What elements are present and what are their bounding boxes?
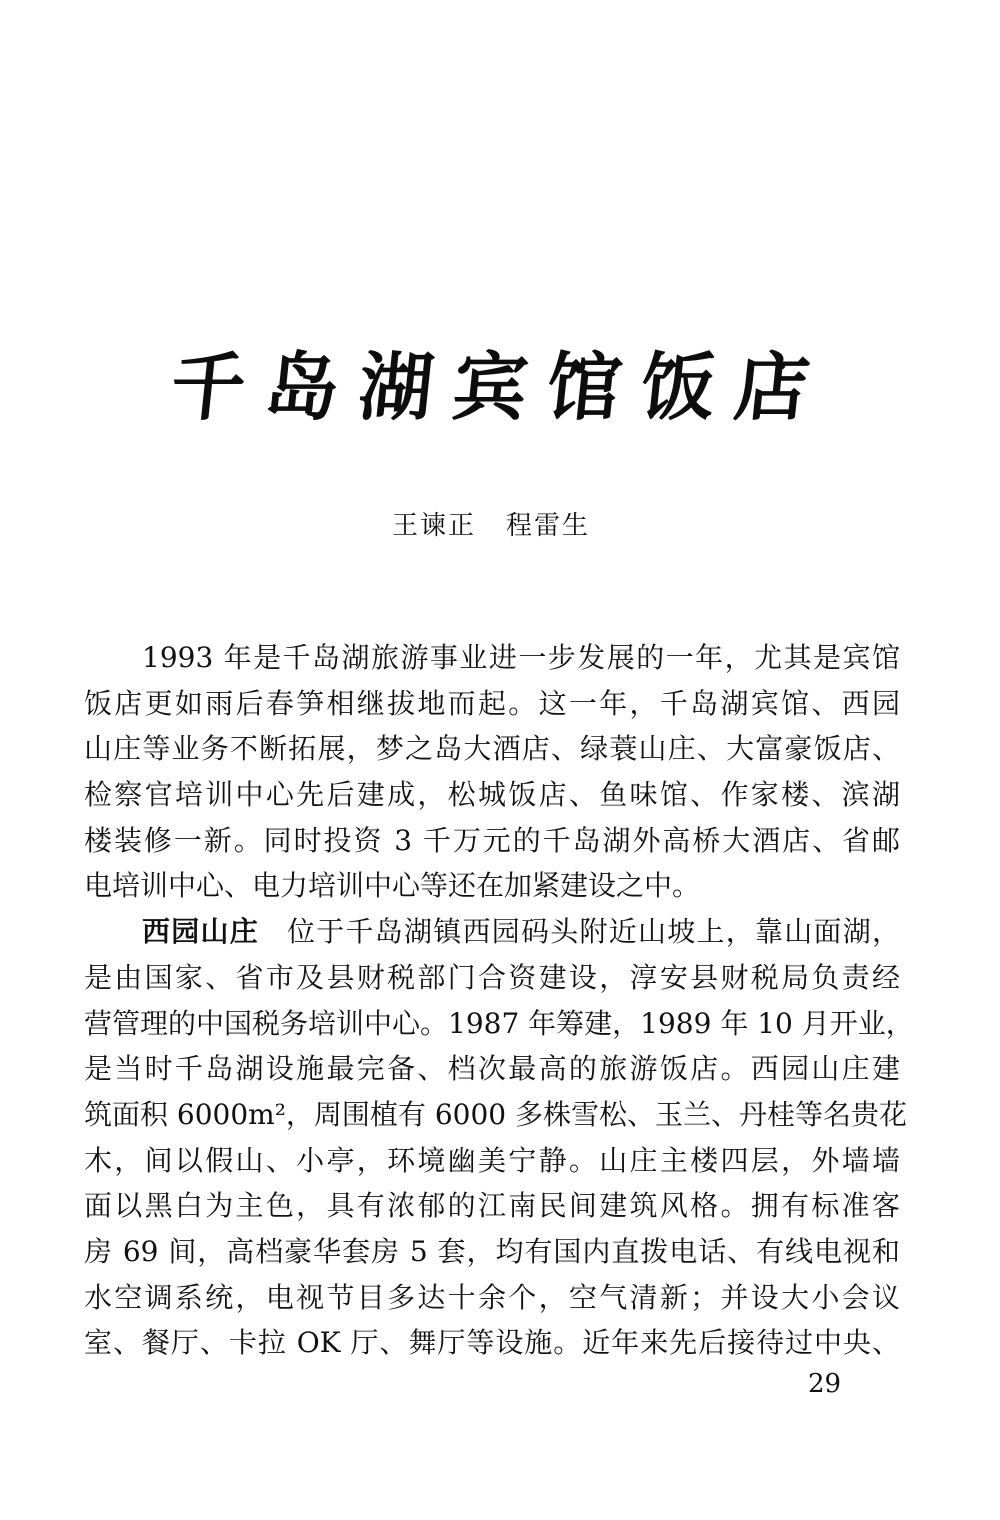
paragraph-line-text: 位于千岛湖镇西园码头附近山坡上，靠山面湖， xyxy=(287,915,900,949)
paragraph-line: 电培训中心、电力培训中心等还在加紧建设之中。 xyxy=(84,869,701,903)
paragraph-line: 木，间以假山、小亭，环境幽美宁静。山庄主楼四层，外墙墙 xyxy=(84,1143,900,1177)
article-body xyxy=(84,635,914,1366)
paragraph-line: 房 69 间，高档豪华套房 5 套，均有国内直拨电话、有线电视和 xyxy=(84,1234,900,1268)
paragraph-line: 楼装修一新。同时投资 3 千万元的千岛湖外高桥大酒店、省邮 xyxy=(84,823,900,857)
paragraph-line: 是由国家、省市及县财税部门合资建设，淳安县财税局负责经 xyxy=(84,960,900,994)
paragraph-line: 饭店更如雨后春笋相继拔地而起。这一年，千岛湖宾馆、西园 xyxy=(84,686,900,720)
paragraph-line: 山庄等业务不断拓展，梦之岛大酒店、绿蓑山庄、大富豪饭店、 xyxy=(84,732,900,766)
page-number: 29 xyxy=(808,1369,842,1399)
paragraph-line: 检察官培训中心先后建成，松城饭店、鱼味馆、作家楼、滨湖 xyxy=(84,778,900,812)
paragraph-line: 1993 年是千岛湖旅游事业进一步发展的一年，尤其是宾馆 xyxy=(142,641,900,674)
paragraph-line: 面以黑白为主色，具有浓郁的江南民间建筑风格。拥有标准客 xyxy=(84,1189,900,1223)
paragraph-first-line xyxy=(84,909,900,955)
paragraph-line: 是当时千岛湖设施最完备、档次最高的旅游饭店。西园山庄建 xyxy=(84,1052,900,1086)
paragraph-line: 营管理的中国税务培训中心。1987 年筹建，1989 年 10 月开业， xyxy=(84,1006,914,1040)
section-heading: 西园山庄 xyxy=(142,915,259,949)
author-line xyxy=(392,508,590,544)
article-title: 千岛湖宾馆饭店 xyxy=(166,345,834,431)
paragraph-line: 室、餐厅、卡拉 OK 厅、舞厅等设施。近年来先后接待过中央、 xyxy=(84,1326,900,1360)
paragraph-line: 水空调系统，电视节目多达十余个，空气清新；并设大小会议 xyxy=(84,1280,900,1314)
author-name: 王谏正 xyxy=(392,511,477,541)
paragraph-line: 筑面积 6000m²，周围植有 6000 多株雪松、玉兰、丹桂等名贵花 xyxy=(84,1097,907,1131)
author-name: 程雷生 xyxy=(506,511,591,541)
